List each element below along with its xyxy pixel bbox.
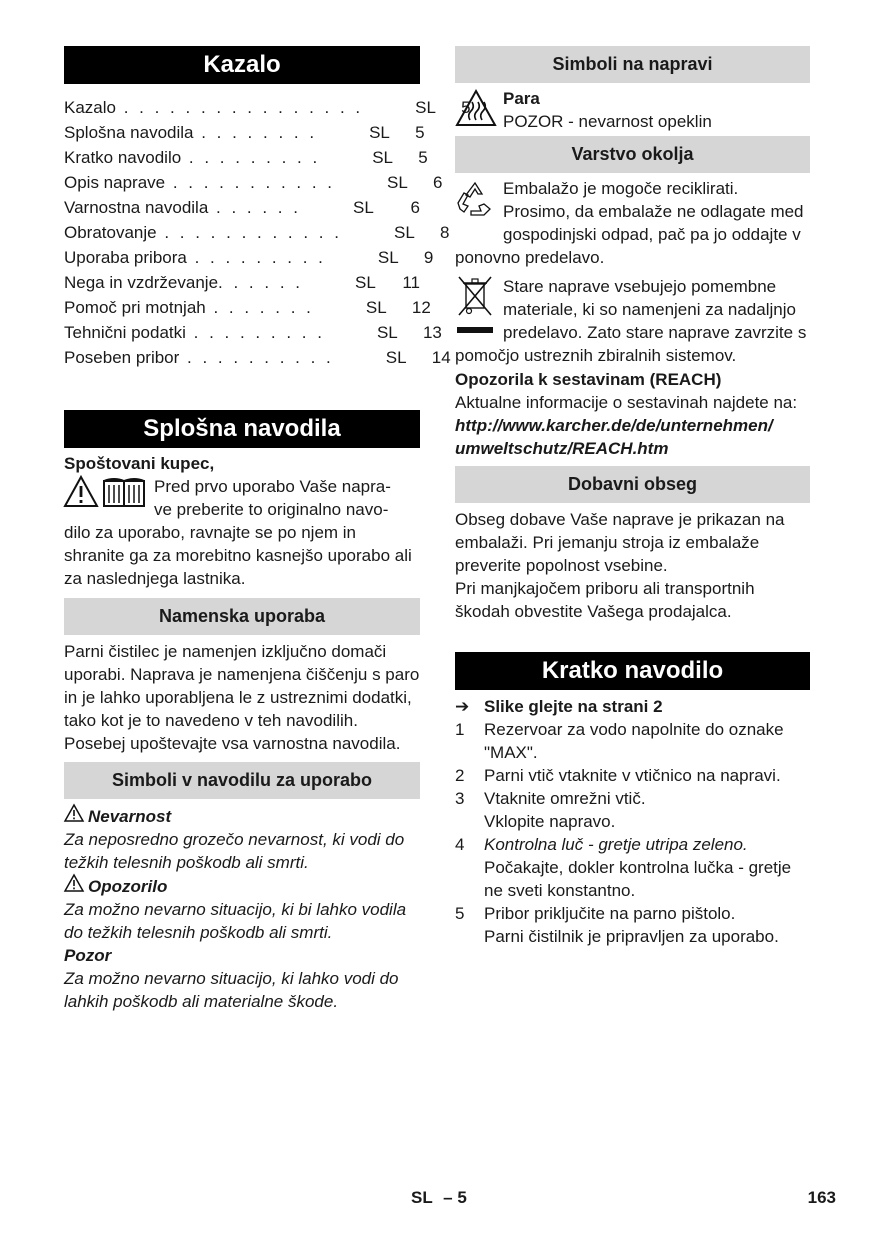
table-of-contents [64, 95, 471, 370]
toc-label: Poseben pribor [64, 348, 180, 367]
weee-text: Stare naprave vsebujejo pomembne materiale, ki so namenjeni za nadaljnjo predelavo. Zato stare naprave zavrzite s pomočjo ustreznih zbiralnih sistemov. [455, 277, 807, 365]
reach-text: Aktualne informacije o sestavinah najdete na: [455, 393, 798, 412]
toc-row[interactable]: Opis naprave . . . . . . . . . . . SL 6 [64, 170, 420, 195]
toc-row[interactable]: Pomoč pri motnjah . . . . . . . SL 12 [64, 295, 420, 320]
right-column [455, 46, 810, 948]
toc-page: 6 [410, 198, 420, 217]
toc-label: Nega in vzdrževanje [64, 273, 219, 292]
toc-label: Pomoč pri motnjah [64, 298, 206, 317]
caution-label: Pozor [64, 946, 112, 965]
toc-label: Tehnični podatki [64, 323, 186, 342]
list-item: 5 Pribor priključite na parno pištolo. Parni čistilnik je pripravljen za uporabo. [455, 904, 779, 946]
toc-row[interactable]: Varnostna navodila . . . . . . SL 6 [64, 195, 420, 220]
toc-page: 5 [418, 148, 428, 167]
toc-row[interactable]: Splošna navodila . . . . . . . . SL 5 [64, 120, 420, 145]
toc-row[interactable]: Uporaba pribora . . . . . . . . . SL 9 [64, 245, 420, 270]
toc-page: 9 [423, 248, 434, 267]
warning-text: Za možno nevarno situacijo, ki bi lahko vodila do težkih telesnih poškodb ali smrti. [64, 900, 407, 942]
list-item: 4 Kontrolna luč - gretje utripa zeleno. Počakajte, dokler kontrolna lučka - gretje ne sveti konstantno. [455, 835, 792, 900]
toc-page: 11 [402, 273, 420, 292]
toc-page: 14 [431, 348, 451, 367]
footer-section-page [411, 1188, 467, 1208]
toc-label: Splošna navodila [64, 123, 194, 142]
footer-section-number: – 5 [443, 1188, 467, 1207]
intro-text: dilo za uporabo, ravnajte se po njem in shranite ga za morebitno kasnejšo uporabo ali za naslednjega lastnika. [64, 523, 412, 588]
intended-use-heading: Namenska uporaba [64, 598, 420, 635]
recycle-icon [455, 179, 495, 224]
hot-steam-warning-icon [455, 89, 497, 132]
scope-text-2: Pri manjkajočem priboru ali transportnih škodah obvestite Vašega prodajalca. [455, 579, 755, 621]
toc-label: Varnostna navodila [64, 198, 209, 217]
intro-line-2: ve preberite to originalno navo- [154, 500, 389, 519]
list-item: 3 Vtaknite omrežni vtič. Vklopite napravo. [455, 789, 646, 831]
left-column [64, 46, 471, 1013]
general-heading: Splošna navodila [64, 410, 420, 448]
list-item: 2 Parni vtič vtaknite v vtičnico na napravi. [455, 766, 781, 785]
danger-label-row [64, 804, 420, 828]
figures-note: Slike glejte na strani 2 [484, 697, 663, 716]
caution-text: Za možno nevarno situacijo, ki lahko vodi do lahkih poškodb ali materialne škode. [64, 969, 399, 1011]
toc-row[interactable]: Obratovanje . . . . . . . . . . . . SL 8 [64, 220, 420, 245]
read-manual-block [64, 475, 420, 590]
steam-label: Para [503, 89, 540, 108]
toc-label: Uporaba pribora [64, 248, 187, 267]
steam-symbol-block [455, 87, 810, 133]
recycle-block [455, 177, 810, 269]
weee-block [455, 275, 810, 367]
quick-heading: Kratko navodilo [455, 652, 810, 690]
toc-row[interactable]: Nega in vzdrževanje. . . . . . SL 11 [64, 270, 420, 295]
figures-note-row [455, 695, 810, 718]
toc-row[interactable]: Tehnični podatki . . . . . . . . . SL 13 [64, 320, 420, 345]
toc-page: 6 [433, 173, 443, 192]
toc-heading: Kazalo [64, 46, 420, 84]
intended-use-text: Parni čistilec je namenjen izključno domači uporabi. Naprava je namenjena čiščenju s paro in je lahko uporabljena le z ustreznimi dodatki, tako kot je to navedeno v teh navodilih. Posebej upoštevajte vsa varnostna navodila. [64, 642, 420, 753]
toc-label: Kazalo [64, 98, 116, 117]
recycle-text: Embalažo je mogoče reciklirati. Prosimo, da embalaže ne odlagate med gospodinjski odpad, pač pa jo oddajte v ponovno predelavo. [455, 179, 804, 267]
toc-label: Kratko navodilo [64, 148, 182, 167]
footer-lang: SL [411, 1188, 433, 1207]
toc-row[interactable]: Kazalo . . . . . . . . . . . . . . . . SL 5 [64, 95, 420, 120]
toc-row[interactable]: Poseben pribor . . . . . . . . . . SL 14 [64, 345, 420, 370]
toc-page: 12 [411, 298, 431, 317]
device-symbols-heading: Simboli na napravi [455, 46, 810, 83]
quick-steps [455, 718, 810, 948]
toc-row[interactable]: Kratko navodilo . . . . . . . . . SL 5 [64, 145, 420, 170]
warning-label-row [64, 874, 420, 898]
toc-page: 5 [461, 98, 471, 117]
toc-page: 5 [415, 123, 425, 142]
scope-text: Obseg dobave Vaše naprave je prikazan na embalaži. Pri jemanju stroja iz embalaže preverite popolnost vsebine. [455, 510, 785, 575]
warning-triangle-icon [64, 804, 84, 828]
toc-label: Opis naprave [64, 173, 166, 192]
toc-label: Obratovanje [64, 223, 157, 242]
toc-page: 8 [439, 223, 450, 242]
page-number: 163 [807, 1188, 836, 1207]
reach-heading: Opozorila k sestavinam (REACH) [455, 370, 722, 389]
reach-link[interactable]: http://www.karcher.de/de/unternehmen/ [455, 416, 773, 435]
list-item: 1 Rezervoar za vodo napolnite do oznake "MAX". [455, 720, 784, 762]
greeting: Spoštovani kupec, [64, 454, 215, 473]
danger-label: Nevarnost [88, 806, 172, 826]
manual-symbols-heading: Simboli v navodilu za uporabo [64, 762, 420, 799]
arrow-right-icon: ➔ [455, 697, 470, 716]
warning-read-manual-icon [64, 475, 148, 514]
warning-label: Opozorilo [88, 876, 168, 896]
intro-line-1: Pred prvo uporabo Vaše napra- [154, 477, 391, 496]
environment-heading: Varstvo okolja [455, 136, 810, 173]
scope-heading: Dobavni obseg [455, 466, 810, 503]
reach-link-continued[interactable]: umweltschutz/REACH.htm [455, 439, 669, 458]
danger-text: Za neposredno grozečo nevarnost, ki vodi do težkih telesnih poškodb ali smrti. [64, 830, 405, 872]
steam-text: POZOR - nevarnost opeklin [503, 112, 712, 131]
crossed-bin-icon [455, 275, 495, 337]
warning-triangle-icon [64, 874, 84, 898]
toc-page: 13 [422, 323, 442, 342]
